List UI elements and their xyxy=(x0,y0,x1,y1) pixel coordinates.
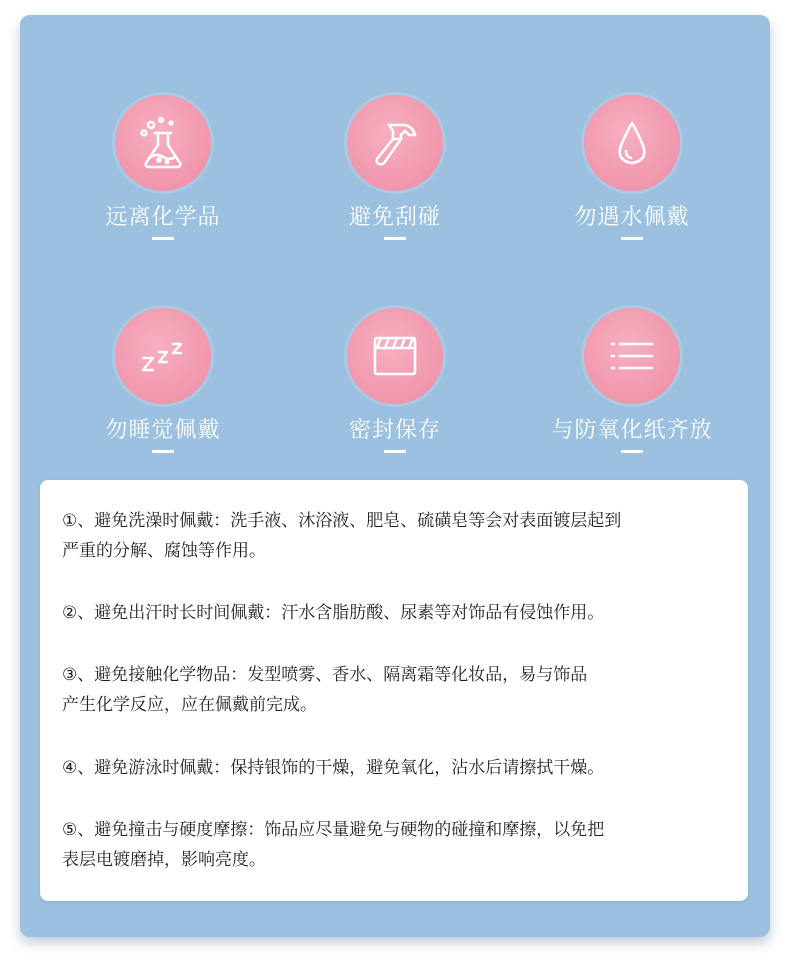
icon-circle xyxy=(584,308,680,404)
care-item-sleep xyxy=(45,308,281,453)
label-underline xyxy=(621,237,643,240)
care-item-anti-oxidation xyxy=(514,308,750,453)
note-line: ①、避免洗澡时佩戴：洗手液、沐浴液、肥皂、硫磺皂等会对表面镀层起到 xyxy=(62,511,622,531)
note-item xyxy=(62,660,732,720)
care-icon-grid xyxy=(20,15,770,475)
icon-circle xyxy=(115,308,211,404)
sleep-zzz-icon xyxy=(131,324,195,388)
label-underline xyxy=(621,450,643,453)
note-line: ⑤、避免撞击与硬度摩擦：饰品应尽量避免与硬物的碰撞和摩擦，以免把 xyxy=(62,820,605,840)
note-line: ②、避免出汗时长时间佩戴：汗水含脂肪酸、尿素等对饰品有侵蚀作用。 xyxy=(62,603,605,623)
care-item-chemicals xyxy=(45,95,281,240)
care-item-water xyxy=(514,95,750,240)
note-line: 表层电镀磨掉，影响亮度。 xyxy=(62,850,266,870)
care-item-label: 远离化学品 xyxy=(105,205,221,230)
label-underline xyxy=(384,237,406,240)
care-item-label: 勿遇水佩戴 xyxy=(574,205,690,230)
note-line: 严重的分解、腐蚀等作用。 xyxy=(62,541,266,561)
sealed-box-icon xyxy=(363,324,427,388)
note-item xyxy=(62,506,732,566)
water-drop-icon xyxy=(600,111,664,175)
note-item xyxy=(62,753,732,783)
icon-circle xyxy=(347,308,443,404)
care-instructions-card xyxy=(20,15,770,937)
note-item xyxy=(62,598,732,628)
care-item-label: 与防氧化纸齐放 xyxy=(551,418,713,443)
care-item-seal xyxy=(277,308,513,453)
icon-circle xyxy=(347,95,443,191)
note-line: ③、避免接触化学物品：发型喷雾、香水、隔离霜等化妆品，易与饰品 xyxy=(62,665,588,685)
note-item xyxy=(62,815,732,875)
icon-circle xyxy=(584,95,680,191)
care-item-label: 勿睡觉佩戴 xyxy=(105,418,221,443)
care-item-label: 密封保存 xyxy=(348,418,441,443)
care-item-scratches xyxy=(277,95,513,240)
label-underline xyxy=(384,450,406,453)
label-underline xyxy=(152,237,174,240)
label-underline xyxy=(152,450,174,453)
hammer-icon xyxy=(363,111,427,175)
note-line: 产生化学反应，应在佩戴前完成。 xyxy=(62,695,317,715)
care-item-label: 避免刮碰 xyxy=(348,205,441,230)
chemistry-flask-icon xyxy=(131,111,195,175)
list-icon xyxy=(600,324,664,388)
care-notes-panel xyxy=(40,480,748,901)
note-line: ④、避免游泳时佩戴：保持银饰的干燥，避免氧化，沾水后请擦拭干燥。 xyxy=(62,758,605,778)
icon-circle xyxy=(115,95,211,191)
